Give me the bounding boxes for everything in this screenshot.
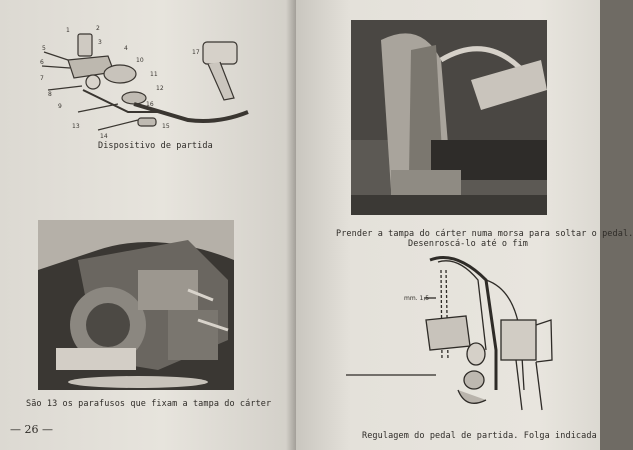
engine-photo <box>38 220 234 390</box>
svg-text:9: 9 <box>58 103 62 110</box>
svg-text:13: 13 <box>72 123 80 130</box>
svg-text:16: 16 <box>146 101 154 108</box>
svg-text:4: 4 <box>124 45 128 52</box>
pedal-clearance-drawing <box>346 250 576 420</box>
figure1-caption: Dispositivo de partida <box>98 141 213 151</box>
svg-text:14: 14 <box>100 133 108 140</box>
clearance-label: mm. 1,5 <box>404 295 430 302</box>
svg-text:10: 10 <box>136 57 144 64</box>
svg-text:15: 15 <box>162 123 170 130</box>
svg-text:17: 17 <box>192 49 200 56</box>
figure3-caption-line2: Desenroscá-lo até o fim <box>408 239 529 249</box>
left-page <box>0 0 296 450</box>
figure2-caption: São 13 os parafusos que fixam a tampa do cárter <box>26 399 272 409</box>
svg-text:12: 12 <box>156 85 164 92</box>
svg-text:7: 7 <box>40 75 44 82</box>
figure3-caption-line1: Prender a tampa do cárter numa morsa para soltar o pedal. <box>336 229 633 239</box>
svg-text:11: 11 <box>150 71 158 78</box>
svg-text:1: 1 <box>66 27 70 34</box>
vise-photo <box>351 20 547 215</box>
figure4-caption: Regulagem do pedal de partida. Folga indicada <box>362 431 597 441</box>
svg-text:3: 3 <box>98 39 102 46</box>
kickstart-exploded-drawing <box>38 20 258 145</box>
svg-text:2: 2 <box>96 25 100 32</box>
page-number: — 26 — <box>10 423 53 436</box>
svg-text:6: 6 <box>40 59 44 66</box>
svg-text:8: 8 <box>48 91 52 98</box>
svg-text:5: 5 <box>42 45 46 52</box>
right-page <box>296 0 633 450</box>
